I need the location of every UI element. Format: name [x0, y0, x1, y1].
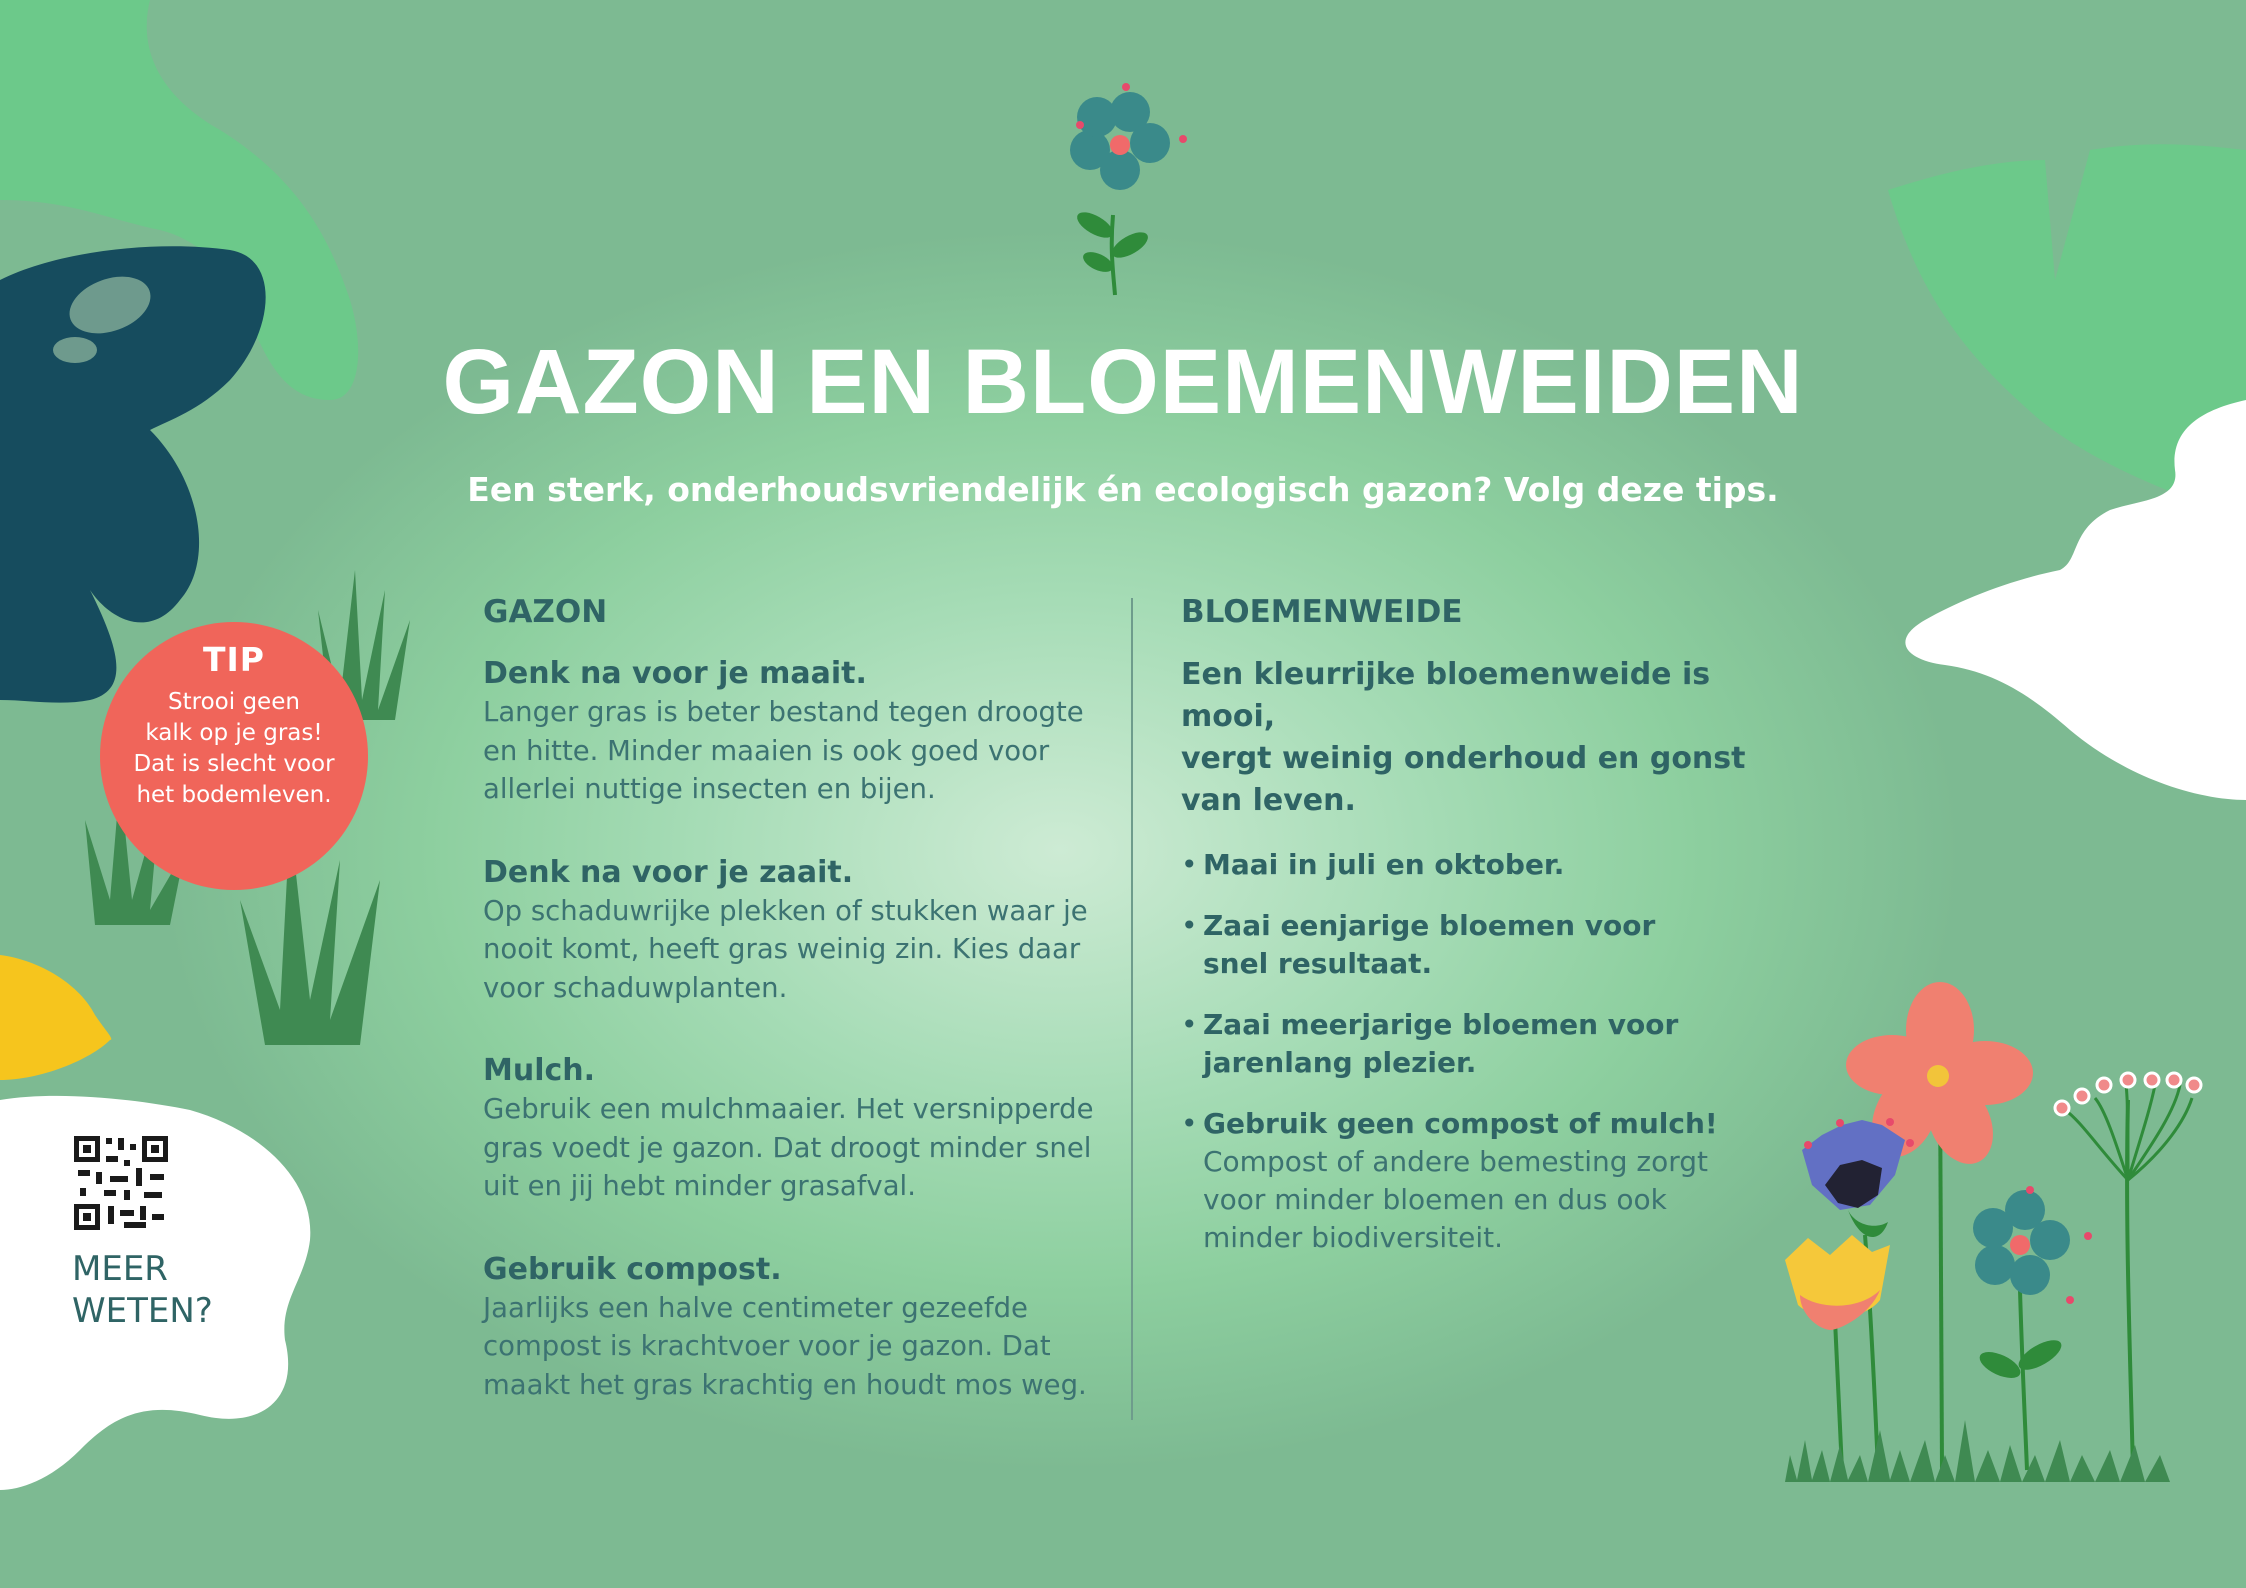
text-line: maakt het gras krachtig en houdt mos weg.: [483, 1368, 1087, 1401]
white-shape-right: [1905, 400, 2246, 800]
gazon-item-text: [483, 1289, 1103, 1405]
text-line: uit en jij hebt minder grasafval.: [483, 1170, 916, 1202]
list-item: [1181, 1105, 1781, 1257]
gazon-item-3: [483, 1051, 1103, 1206]
text-line: compost is krachtvoer voor je gazon. Dat: [483, 1330, 1051, 1362]
tip-badge: [100, 622, 368, 890]
bloemenweide-column: [1181, 594, 1781, 1280]
tip-text: [100, 687, 368, 811]
list-item: [1181, 846, 1781, 884]
text-line: Gebruik een mulchmaaier. Het versnipperde: [483, 1093, 1094, 1125]
text-line: Langer gras is beter bestand tegen droogte: [483, 696, 1084, 728]
gazon-item-2: [483, 853, 1103, 1008]
intro-line: Een kleurrijke bloemenweide is mooi,: [1181, 657, 1711, 734]
bullet-line: jarenlang plezier.: [1203, 1046, 1477, 1079]
bloemenweide-heading: BLOEMENWEIDE: [1181, 594, 1463, 630]
list-item: [1181, 907, 1781, 983]
qr-code[interactable]: [74, 1136, 168, 1230]
bullet-line: • Maai in juli en oktober.: [1203, 848, 1565, 881]
text-line: Op schaduwrijke plekken of stukken waar je: [483, 894, 1088, 927]
gazon-item-4: [483, 1250, 1103, 1405]
page-title: GAZON EN BLOEMENWEIDEN: [442, 331, 1804, 433]
page-subtitle: Een sterk, onderhoudsvriendelijk én ecologisch gazon? Volg deze tips.: [467, 470, 1779, 509]
intro-line: van leven.: [1181, 783, 1356, 818]
gazon-item-title: Denk na voor je maait.: [483, 656, 867, 691]
list-item: [1181, 1006, 1781, 1082]
bloemenweide-list: [1181, 846, 1781, 1257]
bullet-strong: • Gebruik geen compost of mulch!: [1203, 1107, 1718, 1140]
text-line: en hitte. Minder maaien is ook goed voor: [483, 734, 1050, 767]
text-line: voor schaduwplanten.: [483, 971, 788, 1004]
meer-weten-line: MEER: [72, 1249, 168, 1289]
flowers-illustration-right: [1785, 982, 2201, 1482]
intro-line: vergt weinig onderhoud en gonst: [1181, 741, 1746, 776]
yellow-shape: [0, 955, 111, 1080]
gazon-item-title: Mulch.: [483, 1053, 596, 1088]
gazon-item-text: [483, 693, 1103, 809]
gazon-item-text: [483, 1090, 1103, 1206]
bullet-line: Compost of andere bemesting zorgt: [1203, 1145, 1709, 1178]
meer-weten-label: [72, 1248, 213, 1332]
bloemenweide-intro: [1181, 654, 1781, 822]
gazon-item-title: Gebruik compost.: [483, 1251, 782, 1287]
gazon-heading: GAZON: [483, 594, 608, 630]
tip-title: TIP: [203, 640, 265, 679]
bullet-line: • Zaai meerjarige bloemen voor: [1203, 1008, 1679, 1041]
text-line: nooit komt, heeft gras weinig zin. Kies daar: [483, 933, 1081, 965]
bullet-line: • Zaai eenjarige bloemen voor: [1203, 909, 1656, 942]
text-line: Jaarlijks een halve centimeter gezeefde: [483, 1291, 1028, 1324]
tip-line: Strooi geen: [168, 689, 300, 715]
tip-line: kalk op je gras!: [145, 720, 323, 746]
text-line: gras voedt je gazon. Dat droogt minder snel: [483, 1131, 1092, 1164]
text-line: allerlei nuttige insecten en bijen.: [483, 773, 936, 805]
flower-top-illustration: [1070, 83, 1187, 295]
gazon-item-text: [483, 892, 1103, 1008]
gazon-item-1: [483, 654, 1103, 809]
tip-line: het bodemleven.: [136, 782, 332, 808]
tip-line: Dat is slecht voor: [133, 751, 335, 777]
bullet-line: voor minder bloemen en dus ook: [1203, 1183, 1667, 1216]
gazon-item-title: Denk na voor je zaait.: [483, 854, 854, 890]
meer-weten-line: WETEN?: [72, 1291, 213, 1331]
gazon-column: [483, 594, 1103, 1448]
bullet-line: snel resultaat.: [1203, 947, 1433, 980]
column-divider: [1131, 598, 1133, 1420]
bullet-line: minder biodiversiteit.: [1203, 1221, 1503, 1254]
